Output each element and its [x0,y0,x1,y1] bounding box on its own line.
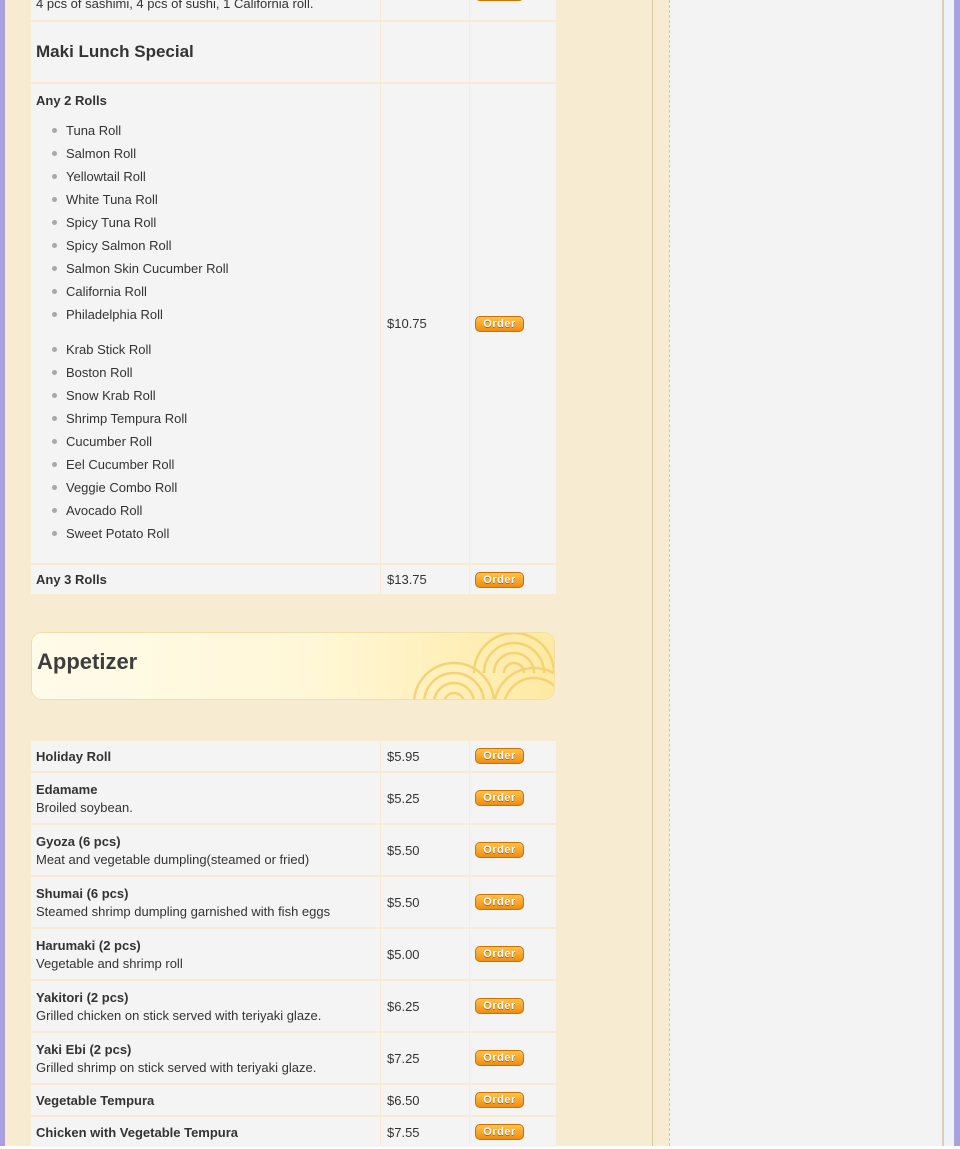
order-cell [470,741,556,771]
table-row [31,825,558,877]
item-name: Gyoza (6 pcs) [36,833,121,849]
item-cell [31,565,380,594]
section-header-row [31,22,558,84]
appetizer-section-banner [32,633,554,699]
item-cell [31,1117,380,1147]
item-description: Broiled soybean. [36,799,133,815]
item-cell [31,741,380,771]
order-cell [470,565,556,594]
order-button[interactable]: Order [475,1050,524,1066]
order-cell [470,1117,556,1147]
item-name: Shumai (6 pcs) [36,885,129,901]
price-cell [381,84,469,563]
item-price: $13.75 [387,572,427,587]
table-row [31,0,558,22]
table-row [31,84,558,565]
order-button[interactable]: Order [475,748,524,764]
table-row [31,1117,558,1149]
price-cell [381,22,469,82]
order-button[interactable]: Order [475,998,524,1014]
item-cell [31,1033,380,1083]
price-cell [381,1033,469,1083]
table-row [31,773,558,825]
order-cell [470,0,556,20]
section-title-cell [31,22,380,82]
order-button[interactable]: Order [475,894,524,910]
list-item: Salmon Roll [61,142,375,165]
order-button[interactable]: Order [475,790,524,806]
order-button[interactable] [475,0,524,1]
list-item: Spicy Tuna Roll [61,211,375,234]
price-cell [381,773,469,823]
list-item: Salmon Skin Cucumber Roll [61,257,375,280]
item-price: $7.25 [387,1050,420,1066]
list-item: Krab Stick Roll [61,338,375,361]
order-button[interactable]: Order [475,842,524,858]
table-row [31,929,558,981]
list-item: Eel Cucumber Roll [61,453,375,476]
table-row [31,1033,558,1085]
price-cell [381,825,469,875]
order-cell [470,84,556,563]
price-cell [381,929,469,979]
item-name: Yaki Ebi (2 pcs) [36,1041,132,1057]
order-cell [470,773,556,823]
order-button[interactable]: Order [475,946,524,962]
item-cell [31,1085,380,1115]
item-name: Any 3 Rolls [36,572,107,587]
table-row [31,1085,558,1117]
list-item: Spicy Salmon Roll [61,234,375,257]
order-cell [470,1085,556,1115]
section-title: Maki Lunch Special [36,42,194,61]
item-price: $6.50 [387,1092,420,1108]
price-cell [381,1117,469,1147]
item-cell [31,877,380,927]
list-item: White Tuna Roll [61,188,375,211]
list-item: Boston Roll [61,361,375,384]
item-name: Edamame [36,781,98,797]
list-item: Yellowtail Roll [61,165,375,188]
roll-list [36,119,375,326]
section-title: Appetizer [37,649,138,674]
item-price: $10.75 [387,316,427,331]
list-item: Shrimp Tempura Roll [61,407,375,430]
item-price: $5.50 [387,894,420,910]
price-cell [381,741,469,771]
item-cell [31,929,380,979]
list-item: Veggie Combo Roll [61,476,375,499]
order-button[interactable]: Order [475,1124,524,1140]
item-description: Meat and vegetable dumpling(steamed or fried) [36,851,310,867]
right-border-accent [954,0,960,1146]
appetizer-table [31,741,558,1149]
table-row [31,877,558,929]
order-cell [470,1033,556,1083]
item-price: $6.25 [387,998,420,1014]
list-item: Sweet Potato Roll [61,522,375,545]
price-cell [381,877,469,927]
order-cell [470,929,556,979]
list-item: Snow Krab Roll [61,384,375,407]
item-price: $5.95 [387,748,420,764]
item-name: Harumaki (2 pcs) [36,937,141,953]
price-cell [381,565,469,594]
order-button[interactable]: Order [475,572,524,588]
item-description: Grilled chicken on stick served with teriyaki glaze. [36,1007,322,1023]
item-price: $5.00 [387,946,420,962]
sidebar-panel [669,0,942,1146]
item-name: Any 2 Rolls [36,93,107,108]
order-cell [470,22,556,82]
item-price: $7.55 [387,1124,420,1140]
item-description-cell [31,0,380,20]
item-name: Vegetable Tempura [36,1092,155,1108]
item-name: Chicken with Vegetable Tempura [36,1124,239,1140]
item-cell [31,825,380,875]
item-cell [31,981,380,1031]
price-cell [381,981,469,1031]
item-description: Vegetable and shrimp roll [36,955,183,971]
item-name: Holiday Roll [36,748,112,764]
list-item: California Roll [61,280,375,303]
order-button[interactable]: Order [475,1092,524,1108]
item-cell [31,84,380,563]
item-price: $5.50 [387,842,420,858]
item-name: Yakitori (2 pcs) [36,989,129,1005]
item-description: Steamed shrimp dumpling garnished with fish eggs [36,903,331,919]
order-cell [470,877,556,927]
item-description: 4 pcs of sashimi, 4 pcs of sushi, 1 California roll. [36,0,314,11]
table-row [31,981,558,1033]
list-item: Philadelphia Roll [61,303,375,326]
order-cell [470,981,556,1031]
list-item: Cucumber Roll [61,430,375,453]
order-button[interactable]: Order [475,316,524,332]
item-description: Grilled shrimp on stick served with teriyaki glaze. [36,1059,317,1075]
roll-list [36,338,375,545]
table-row [31,741,558,773]
order-cell [470,825,556,875]
lunch-special-partial-table [31,0,558,22]
list-item: Avocado Roll [61,499,375,522]
price-cell [381,1085,469,1115]
maki-lunch-special-table [31,22,558,596]
item-cell [31,773,380,823]
list-item: Tuna Roll [61,119,375,142]
item-price: $5.25 [387,790,420,806]
price-cell [381,0,469,20]
wave-pattern-icon [354,633,554,699]
table-row [31,565,558,596]
